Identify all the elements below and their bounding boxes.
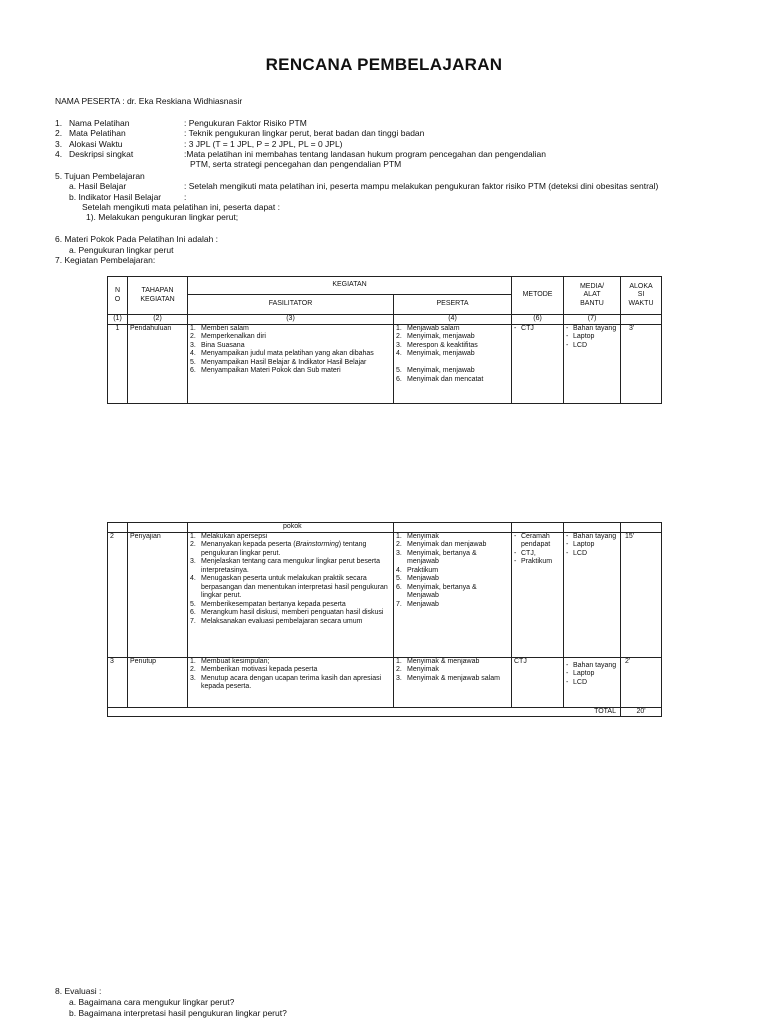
list-number: 4. [396, 350, 402, 357]
list-item [190, 601, 391, 610]
list-text: Menyimak & menjawab [407, 657, 480, 665]
list-item: - Laptop [566, 333, 618, 342]
list-text: Praktikum [407, 566, 439, 574]
list-text: Menyimak [407, 666, 439, 673]
list-text: Menyimak dan menjawab [407, 541, 487, 548]
info-label: Alokasi Waktu [69, 139, 123, 149]
list-item: - Laptop [566, 541, 618, 550]
list-text: Menyampaikan Hasil Belajar & Indikator Hasil Belajar [201, 358, 367, 366]
list-number: 2. [396, 333, 402, 340]
list-item: - Ceramah pendapat [514, 533, 561, 550]
list-number: 1. [396, 324, 402, 332]
colnum-2: (2) [128, 315, 188, 325]
kegiatan-table-part1 [107, 276, 662, 404]
list-number: 6. [396, 583, 402, 591]
materi-item: a. Pengukuran lingkar perut [69, 245, 174, 255]
list-number: 5. [396, 367, 402, 374]
materi-heading: 6. Materi Pokok Pada Pelatihan Ini adalah : [55, 234, 219, 244]
list-item [396, 533, 509, 542]
list-number: 1. [190, 324, 196, 332]
list-number: 3. [190, 558, 196, 565]
colnum-1: (1) [108, 315, 128, 325]
row1-waktu: 3' [621, 324, 662, 403]
info-no: 3. [55, 139, 63, 149]
hasil-belajar-label: a. Hasil Belajar [69, 181, 127, 191]
header-peserta: PESERTA [394, 295, 512, 315]
list-number: 1. [190, 657, 196, 665]
list-number: 4. [396, 566, 402, 574]
list-number: 7. [190, 617, 196, 625]
list-text: Menyimak dan mencatat [407, 375, 484, 383]
row2-fasilitator [188, 532, 394, 657]
row2-waktu: 15' [621, 532, 662, 657]
info-no: 1. [55, 118, 63, 128]
list-number: 2. [396, 541, 402, 548]
row3-waktu: 2' [621, 657, 662, 707]
evaluasi-heading: 8. Evaluasi : [55, 986, 102, 996]
list-number: 5. [190, 600, 196, 608]
list-text: Menutup acara dengan ucapan terima kasih dan apresiasi kepada peserta. [201, 674, 382, 690]
list-item [396, 541, 509, 550]
list-text: Melakukan apersepsi [201, 532, 268, 540]
list-number: 3. [190, 341, 196, 349]
header-fasilitator: FASILITATOR [188, 295, 394, 315]
colnum-empty [621, 315, 662, 325]
header-kegiatan: KEGIATAN [188, 277, 512, 295]
indikator-item: 1). Melakukan pengukuran lingkar perut; [86, 212, 239, 222]
row1-media [564, 324, 621, 403]
row2-peserta [394, 532, 512, 657]
list-text: Menjawab salam [407, 324, 460, 332]
list-item [396, 675, 509, 684]
list-number: 5. [190, 358, 196, 366]
list-text: Menyimak, menjawab [407, 367, 475, 374]
kegiatan-table-part2 [107, 522, 662, 717]
colnum-4: (4) [394, 315, 512, 325]
list-number: 7. [396, 600, 402, 608]
list-item: - LCD [566, 342, 618, 351]
list-text: Menjelaskan tentang cara mengukur lingkar perut beserta interpretasinya. [201, 558, 380, 574]
list-text: Menyimak, bertanya & Menjawab [407, 583, 477, 599]
list-number: 2. [190, 541, 196, 548]
list-text: Menyampaikan judul mata pelatihan yang akan dibahas [201, 350, 374, 357]
colnum-6: (6) [512, 315, 564, 325]
list-item [396, 359, 509, 368]
info-label: Mata Pelatihan [69, 128, 126, 138]
list-number: 3. [396, 674, 402, 682]
row2-media [564, 532, 621, 657]
list-item: - LCD [566, 550, 618, 559]
list-number: 3. [396, 549, 402, 557]
list-item [190, 609, 391, 618]
list-number: 2. [190, 333, 196, 340]
list-text: Memberikan motivasi kepada peserta [201, 666, 318, 673]
indikator-text: Setelah mengikuti mata pelatihan ini, peserta dapat : [82, 202, 280, 212]
kegiatan-heading: 7. Kegiatan Pembelajaran: [55, 255, 156, 265]
list-item [396, 350, 509, 359]
list-text: Menyimak, menjawab [407, 333, 475, 340]
info-value: :Mata pelatihan ini membahas tentang landasan hukum program pencegahan dan pengendalian [184, 149, 546, 159]
row2-metode [512, 532, 564, 657]
list-text: Menyimak [407, 532, 439, 540]
list-number: 4. [190, 575, 196, 582]
list-item [190, 575, 391, 601]
list-item: - LCD [566, 679, 618, 688]
info-value: : 3 JPL (T = 1 JPL, P = 2 JPL, PL = 0 JPL) [184, 139, 343, 149]
row3-no: 3 [108, 657, 128, 707]
cont-fasilitator: pokok [188, 523, 394, 533]
list-item [190, 618, 391, 627]
list-item: - Bahan tayang [566, 325, 618, 334]
total-value: 20' [621, 707, 662, 717]
list-item [190, 666, 391, 675]
list-item [396, 376, 509, 385]
list-text: Melaksanakan evaluasi pembelajaran secara umum [201, 617, 363, 625]
row1-peserta [394, 324, 512, 403]
list-item [396, 567, 509, 576]
list-number: 6. [190, 367, 196, 374]
header-no: N O [108, 277, 128, 315]
list-item [396, 666, 509, 675]
list-number: 2. [396, 666, 402, 673]
row2-no: 2 [108, 532, 128, 657]
list-item [396, 325, 509, 334]
row3-metode [512, 657, 564, 707]
list-number: 4. [190, 350, 196, 357]
info-value: : Pengukuran Faktor Risiko PTM [184, 118, 307, 128]
list-number: 3. [396, 341, 402, 349]
list-text: Bina Suasana [201, 341, 245, 349]
list-item: - Bahan tayang [566, 533, 618, 542]
list-number: 6. [190, 609, 196, 616]
list-number: 3. [190, 674, 196, 682]
table-row [108, 532, 662, 657]
list-item: - Laptop [566, 670, 618, 679]
list-item [190, 367, 391, 376]
list-item [190, 675, 391, 692]
info-label: Deskripsi singkat [69, 149, 134, 159]
table-row [108, 324, 662, 403]
info-no: 4. [55, 149, 63, 159]
list-item: - CTJ, [514, 550, 561, 559]
list-text: Membuat kesimpulan; [201, 657, 270, 665]
list-text: Memberikesempatan bertanya kepada peserta [201, 600, 346, 608]
info-value: : Teknik pengukuran lingkar perut, berat badan dan tinggi badan [184, 128, 425, 138]
row3-peserta [394, 657, 512, 707]
list-item [190, 350, 391, 359]
indikator-colon: : [184, 192, 187, 202]
list-item [190, 533, 391, 542]
list-number: 1. [396, 532, 402, 540]
row3-media [564, 657, 621, 707]
list-text: Merangkum hasil diskusi, memberi penguatan hasil diskusi [201, 609, 384, 616]
tujuan-heading: 5. Tujuan Pembelajaran [55, 171, 145, 181]
list-text: Menjawab [407, 575, 439, 582]
list-item: - Praktikum [514, 558, 561, 567]
list-number: 1. [190, 532, 196, 540]
list-item [190, 342, 391, 351]
list-item: - Bahan tayang [566, 662, 618, 671]
list-text: Menanyakan kepada peserta (Brainstorming) tentang pengukuran lingkar perut. [201, 541, 367, 557]
list-item [396, 550, 509, 567]
row2-tahapan: Penyajian [128, 532, 188, 657]
list-item [396, 367, 509, 376]
info-no: 2. [55, 128, 63, 138]
list-number: 5. [396, 575, 402, 582]
header-media: MEDIA/ ALAT BANTU [564, 277, 621, 315]
list-item: - CTJ [514, 325, 561, 334]
list-item [396, 575, 509, 584]
indikator-label: b. Indikator Hasil Belajar [69, 192, 162, 202]
list-item [190, 541, 391, 558]
list-text: Merespon & keaktifitas [407, 341, 478, 349]
list-text: Menyampaikan Materi Pokok dan Sub materi [201, 367, 341, 374]
info-label: Nama Pelatihan [69, 118, 130, 128]
list-text: Memberi salam [201, 324, 249, 332]
row1-no: 1 [108, 324, 128, 403]
list-item [190, 658, 391, 667]
header-tahapan: TAHAPAN KEGIATAN [128, 277, 188, 315]
list-item [190, 333, 391, 342]
header-waktu: ALOKA SI WAKTU [621, 277, 662, 315]
list-number: 2. [190, 666, 196, 673]
list-item [190, 325, 391, 334]
list-item [190, 558, 391, 575]
hasil-belajar-value: : Setelah mengikuti mata pelatihan ini, peserta mampu melakukan pengukuran faktor risiko PTM (deteksi dini obesitas sentral) [184, 181, 659, 191]
list-number: 1. [396, 657, 402, 665]
list-text: Menyimak, bertanya & menjawab [407, 549, 477, 565]
evaluasi-item-b: b. Bagaimana interpretasi hasil pengukuran lingkar perut? [69, 1008, 287, 1018]
table-row [108, 657, 662, 707]
total-label: TOTAL [108, 707, 621, 717]
colnum-7: (7) [564, 315, 621, 325]
list-number: 6. [396, 375, 402, 383]
list-text: Menjawab [407, 600, 439, 608]
list-text: Memperkenalkan diri [201, 333, 266, 340]
document-title: RENCANA PEMBELAJARAN [265, 55, 503, 74]
row3-fasilitator [188, 657, 394, 707]
total-row [108, 707, 662, 717]
list-text: Menugaskan peserta untuk melakukan praktik secara berpasangan dan menentukan interpretasi hasil pengukuran lingkar perut. [201, 575, 388, 599]
list-item [396, 584, 509, 601]
list-item [396, 333, 509, 342]
list-item [190, 359, 391, 368]
list-item: CTJ [514, 657, 527, 665]
list-item [396, 342, 509, 351]
row1-tahapan: Pendahuluan [128, 324, 188, 403]
row3-tahapan: Penutup [128, 657, 188, 707]
list-text: Menyimak & menjawab salam [407, 674, 500, 682]
participant-name: NAMA PESERTA : dr. Eka Reskiana Widhiasnasir [55, 96, 243, 106]
list-item [396, 601, 509, 610]
colnum-3: (3) [188, 315, 394, 325]
evaluasi-item-a: a. Bagaimana cara mengukur lingkar perut? [69, 997, 235, 1007]
row1-fasilitator [188, 324, 394, 403]
row1-metode [512, 324, 564, 403]
header-metode: METODE [512, 277, 564, 315]
info-value-cont: PTM, serta strategi pencegahan dan pengendalian PTM [190, 159, 402, 169]
list-item [396, 658, 509, 667]
list-text: Menyimak, menjawab [407, 350, 475, 357]
